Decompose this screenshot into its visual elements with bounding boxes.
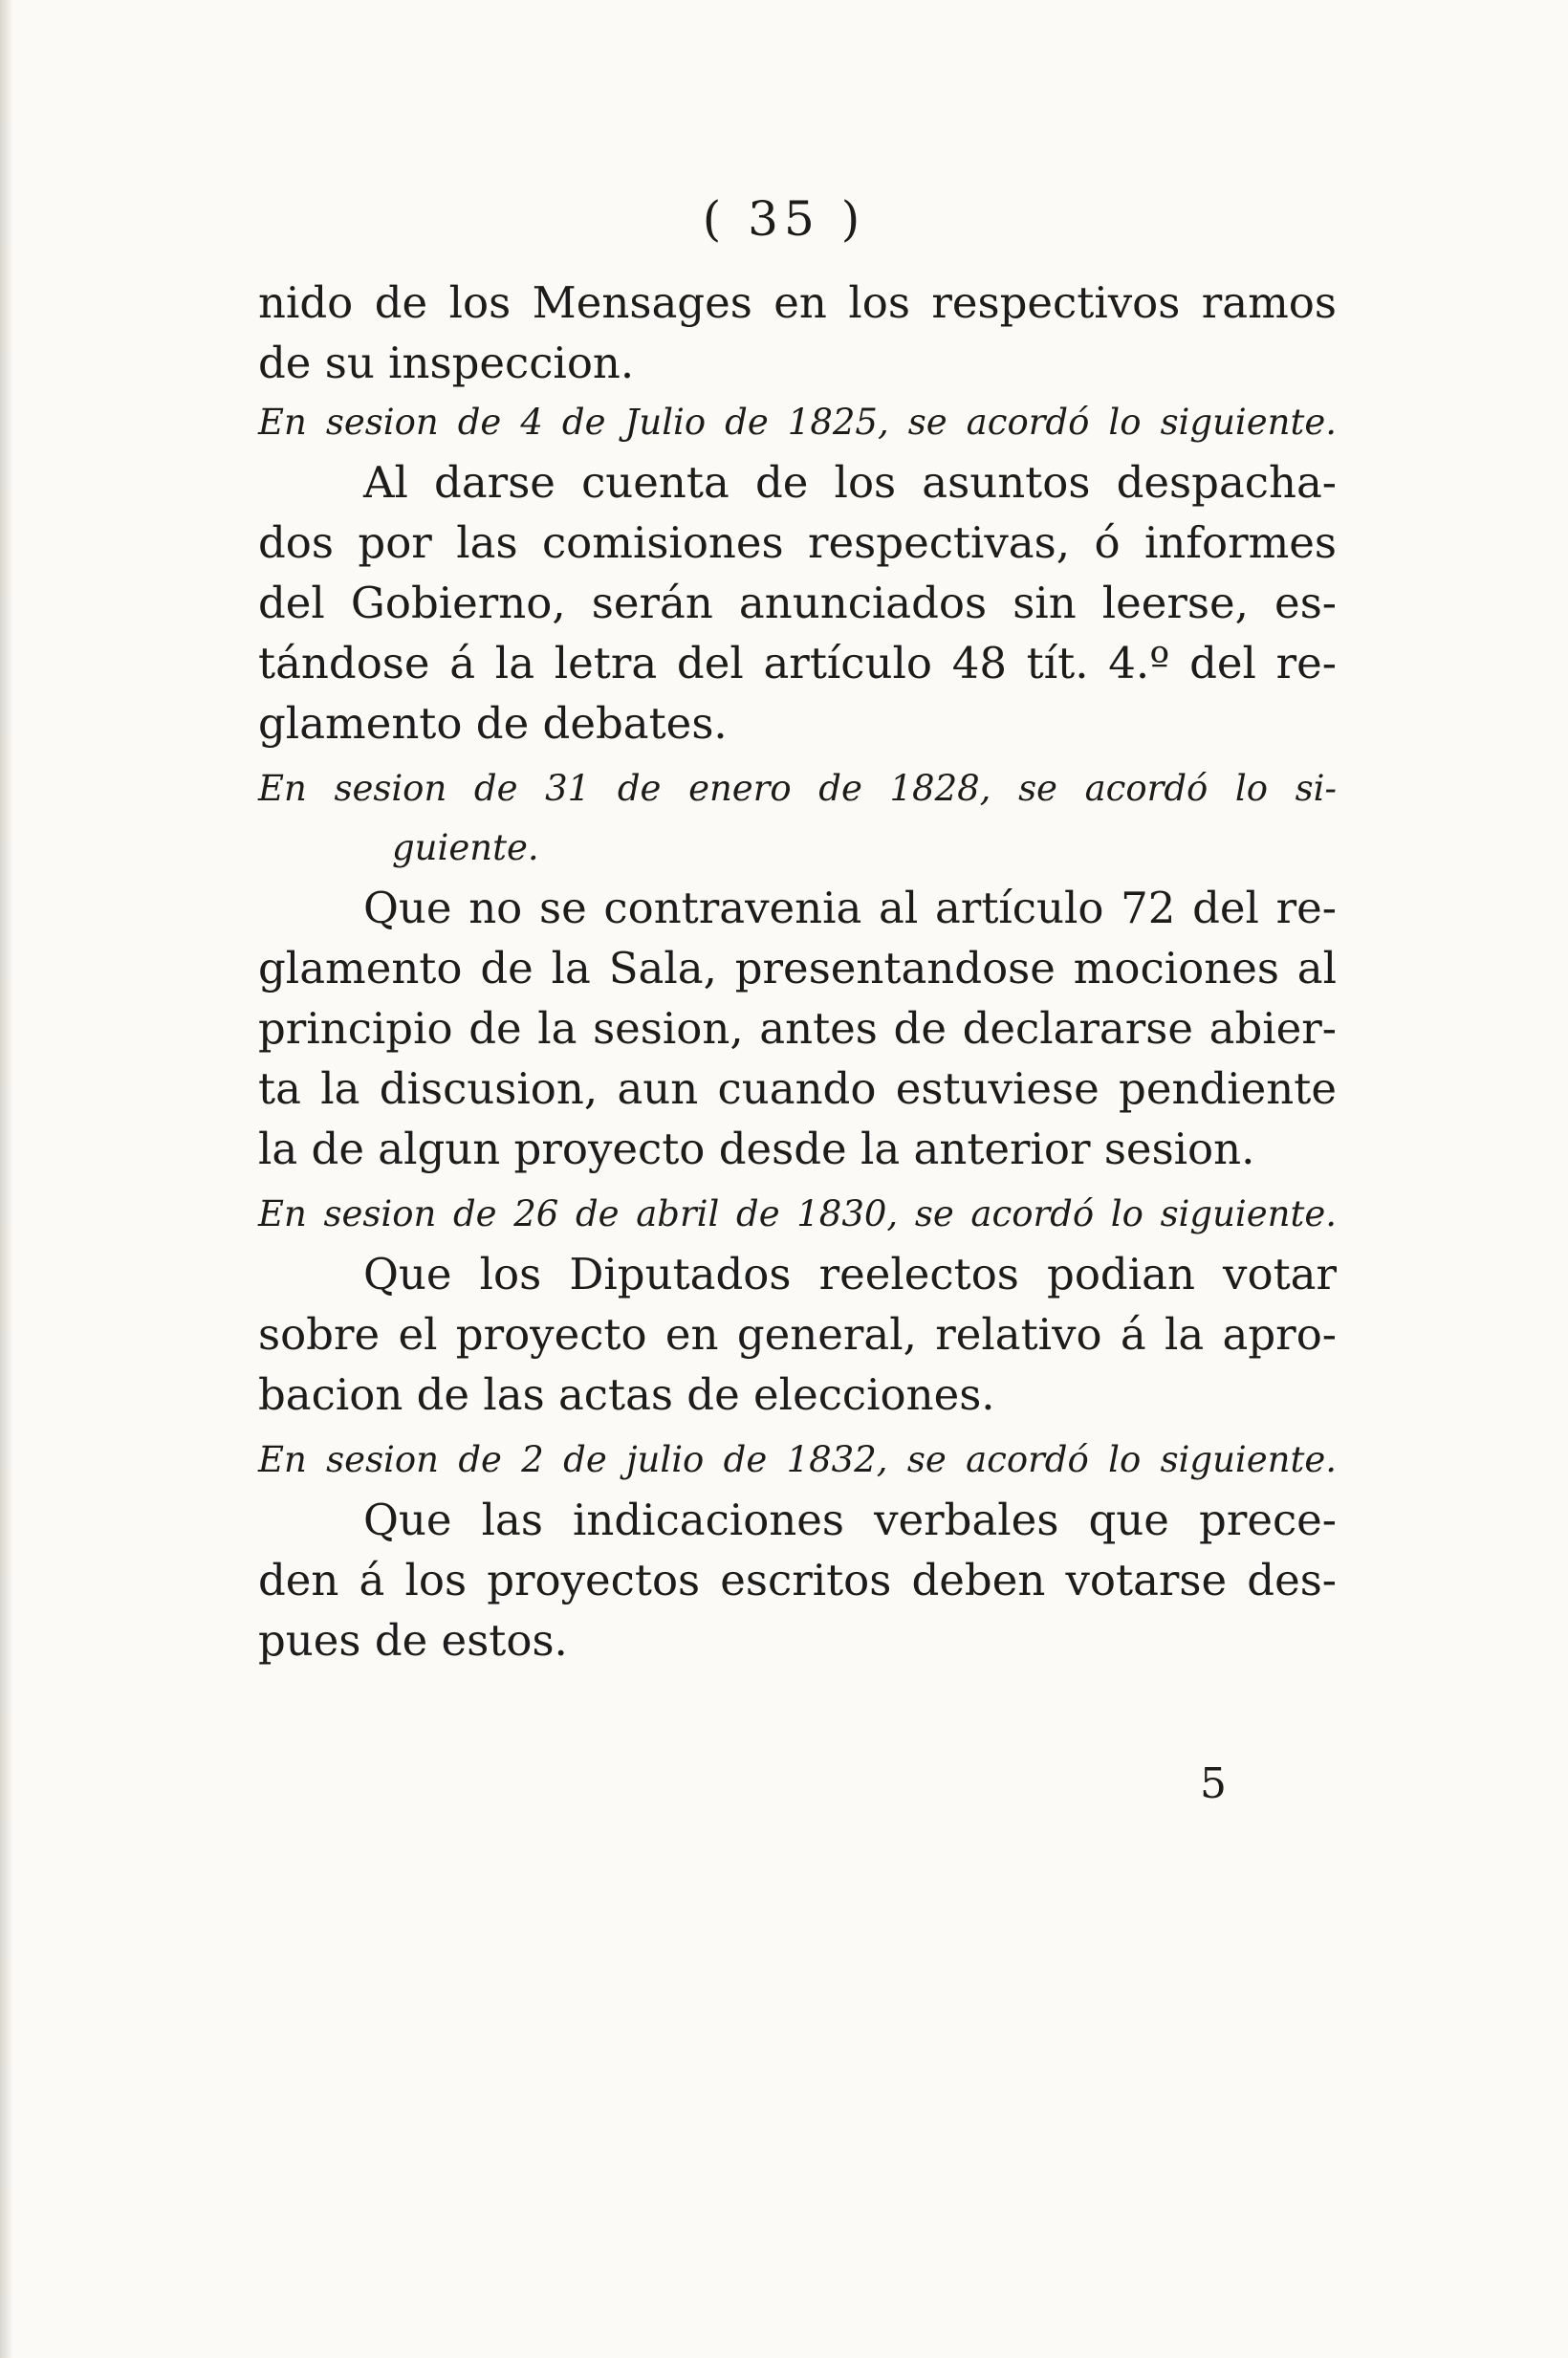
page-body	[258, 273, 1337, 1670]
body-line: glamento de debates.	[258, 698, 728, 749]
body-line: pues de estos.	[258, 1615, 568, 1666]
body-line: Que no se contravenia al artículo 72 del re-	[363, 883, 1337, 933]
page-spine-shadow	[0, 0, 13, 2358]
body-line: nido de los Mensages en los respectivos ramos	[258, 277, 1337, 328]
body-line: la de algun proyecto desde la anterior sesion.	[258, 1124, 1255, 1174]
session-heading: En sesion de 26 de abril de 1830, se acordó lo siguiente.	[258, 1193, 1337, 1234]
session-heading: En sesion de 4 de Julio de 1825, se acordó lo siguiente.	[258, 402, 1337, 443]
signature-mark: 5	[1200, 1759, 1227, 1808]
body-line: ta la discusion, aun cuando estuviese pendiente	[258, 1063, 1337, 1114]
body-line: dos por las comisiones respectivas, ó informes	[258, 517, 1337, 568]
body-line: tándose á la letra del artículo 48 tít. 4.º del re-	[258, 638, 1337, 688]
body-line: glamento de la Sala, presentandose mociones al	[258, 943, 1337, 993]
body-line: Que los Diputados reelectos podian votar	[363, 1249, 1337, 1299]
session-heading-continued: guiente.	[392, 827, 539, 868]
page-number: ( 35 )	[702, 191, 866, 247]
body-line: principio de la sesion, antes de declararse abier-	[258, 1003, 1337, 1054]
session-heading: En sesion de 2 de julio de 1832, se acordó lo siguiente.	[258, 1439, 1337, 1480]
body-line: de su inspeccion.	[258, 338, 635, 388]
session-heading: En sesion de 31 de enero de 1828, se acordó lo si-	[258, 768, 1337, 809]
body-line: Que las indicaciones verbales que prece-	[363, 1495, 1337, 1545]
body-line: bacion de las actas de elecciones.	[258, 1369, 995, 1420]
body-line: Al darse cuenta de los asuntos despacha-	[363, 457, 1337, 508]
body-line: sobre el proyecto en general, relativo á la apro-	[258, 1309, 1337, 1360]
body-line: den á los proyectos escritos deben votarse des-	[258, 1555, 1337, 1605]
body-line: del Gobierno, serán anunciados sin leerse, es-	[258, 578, 1337, 628]
